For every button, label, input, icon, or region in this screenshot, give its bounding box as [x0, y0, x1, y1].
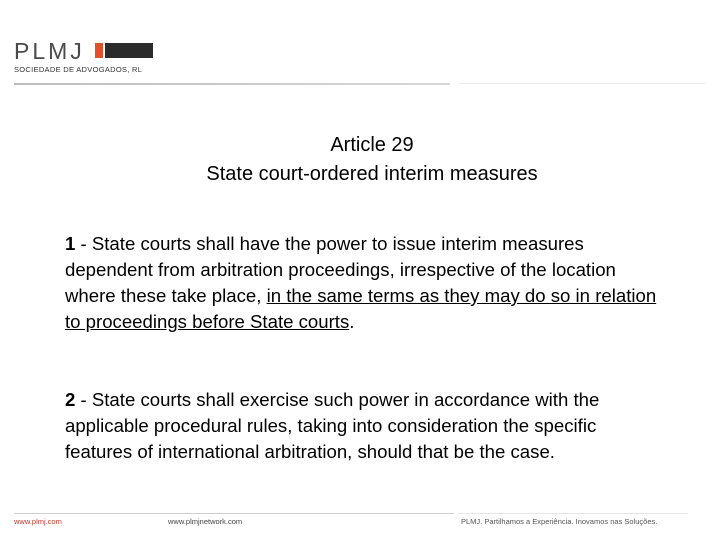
paragraph-2-number: 2 — [65, 389, 76, 410]
footer-divider — [14, 513, 454, 514]
paragraph-1-number: 1 — [65, 233, 76, 254]
logo-subtitle: SOCIEDADE DE ADVOGADOS, RL — [14, 65, 143, 74]
paragraph-1-underlined: in the same terms as they may do so in relation to proceedings before State courts — [65, 285, 657, 332]
header-divider-right — [458, 83, 706, 84]
article-title: State court-ordered interim measures — [206, 163, 538, 185]
article-number: Article 29 — [330, 134, 414, 156]
paragraph-1 — [65, 231, 665, 335]
footer-slogan: PLMJ. Partilhamos a Experiência. Inovamos nas Soluções. — [461, 517, 658, 526]
paragraph-2-text: - State courts shall exercise such power in accordance with the applicable procedural rules, taking into consideration the specific features of international arbitration, should that be the case. — [65, 389, 600, 462]
plmj-logo — [14, 40, 153, 74]
logo-orange-block — [95, 43, 103, 58]
paragraph-2 — [65, 387, 665, 465]
footer-website-link[interactable]: www.plmj.com — [14, 517, 62, 526]
logo-dark-block — [105, 43, 153, 58]
logo-mark — [14, 40, 153, 62]
footer-network-link[interactable]: www.plmjnetwork.com — [168, 517, 243, 526]
header-divider — [14, 83, 450, 85]
logo-wordmark: PLMJ — [14, 38, 85, 64]
paragraph-1-text: - State courts shall have the power to issue interim measures dependent from arbitration proceedings, irrespective of the location where these take place, — [65, 233, 616, 306]
paragraph-1-end: . — [349, 311, 355, 332]
footer-divider-right — [458, 513, 688, 514]
